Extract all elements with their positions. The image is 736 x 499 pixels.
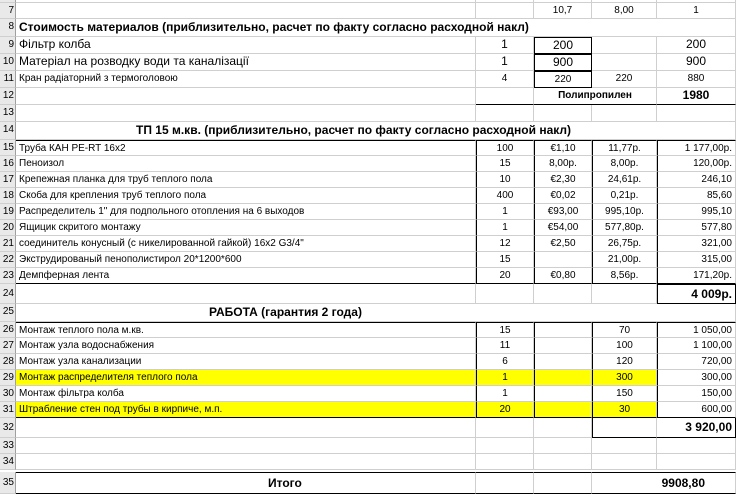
tp-title[interactable]: ТП 15 м.кв. (приблизительно, расчет по факту согласно расходной накл) bbox=[16, 122, 736, 140]
tp-grn[interactable]: 120,00р. bbox=[657, 156, 736, 172]
tp-evro[interactable]: €0,02 bbox=[534, 188, 592, 204]
row-number[interactable]: 21 bbox=[0, 236, 16, 252]
work-name[interactable]: Штрабление стен под трубы в кирпиче, м.п. bbox=[16, 402, 476, 418]
row-number[interactable]: 18 bbox=[0, 188, 16, 204]
tp-name[interactable]: Демпферная лента bbox=[16, 268, 476, 284]
tp-name[interactable]: Экструдированый пенополистирол 20*1200*600 bbox=[16, 252, 476, 268]
cell-name[interactable] bbox=[16, 418, 476, 438]
material-row[interactable] bbox=[0, 54, 736, 71]
cell-dollar[interactable] bbox=[592, 438, 657, 454]
tp-kurs[interactable]: 15 bbox=[476, 252, 534, 268]
work-evro[interactable] bbox=[534, 386, 592, 402]
cell-name[interactable] bbox=[16, 88, 476, 105]
row-number[interactable]: 24 bbox=[0, 284, 16, 304]
sheet-row-blank[interactable] bbox=[0, 454, 736, 470]
material-evro[interactable]: 900 bbox=[534, 54, 592, 71]
material-row[interactable] bbox=[0, 71, 736, 88]
row-number[interactable]: 26 bbox=[0, 322, 16, 338]
cell-dollar[interactable] bbox=[592, 418, 657, 438]
cell-grn[interactable] bbox=[657, 105, 736, 122]
cell-name[interactable] bbox=[16, 438, 476, 454]
material-kurs[interactable]: 1 bbox=[476, 54, 534, 71]
row-number[interactable]: 35 bbox=[0, 472, 16, 494]
sheet-row-blank[interactable] bbox=[0, 105, 736, 122]
tp-dollar[interactable]: 0,21р. bbox=[592, 188, 657, 204]
tp-dollar[interactable]: 8,00р. bbox=[592, 156, 657, 172]
work-dollar[interactable]: 70 bbox=[592, 322, 657, 338]
sheet-row-work-total[interactable] bbox=[0, 418, 736, 438]
sheet-row-work-title[interactable] bbox=[0, 304, 736, 322]
tp-name[interactable]: соединитель конусный (с никелированной гайкой) 16x2 G3/4" bbox=[16, 236, 476, 252]
work-kurs[interactable]: 20 bbox=[476, 402, 534, 418]
work-dollar[interactable]: 100 bbox=[592, 338, 657, 354]
tp-evro[interactable]: €1,10 bbox=[534, 140, 592, 156]
grand-total[interactable]: 9908,80 bbox=[592, 472, 736, 494]
tp-grn[interactable]: 995,10 bbox=[657, 204, 736, 220]
cell-kurs[interactable] bbox=[476, 454, 534, 470]
row-number[interactable]: 15 bbox=[0, 140, 16, 156]
sheet-row-blank[interactable] bbox=[0, 438, 736, 454]
row-number[interactable]: 10 bbox=[0, 54, 16, 71]
row-number[interactable]: 11 bbox=[0, 71, 16, 88]
row-number[interactable]: 12 bbox=[0, 88, 16, 105]
cell-name[interactable] bbox=[16, 284, 476, 304]
sheet-row-materials-subtotal[interactable] bbox=[0, 88, 736, 105]
tp-dollar[interactable]: 24,61р. bbox=[592, 172, 657, 188]
work-kurs[interactable]: 6 bbox=[476, 354, 534, 370]
work-dollar[interactable]: 150 bbox=[592, 386, 657, 402]
tp-name[interactable]: Ящицик скритого монтажу bbox=[16, 220, 476, 236]
tp-dollar[interactable]: 995,10р. bbox=[592, 204, 657, 220]
sheet-row-tp-total[interactable] bbox=[0, 284, 736, 304]
tp-dollar[interactable]: 8,56р. bbox=[592, 268, 657, 284]
work-evro[interactable] bbox=[534, 322, 592, 338]
sheet-row-rates[interactable] bbox=[0, 3, 736, 19]
row-number[interactable]: 8 bbox=[0, 19, 16, 37]
tp-evro[interactable]: €2,50 bbox=[534, 236, 592, 252]
tp-dollar[interactable]: 21,00р. bbox=[592, 252, 657, 268]
cell-name[interactable] bbox=[16, 454, 476, 470]
material-dollar[interactable] bbox=[592, 37, 657, 54]
cell-evro[interactable] bbox=[534, 284, 592, 304]
material-name[interactable]: Кран радіаторний з термоголовою bbox=[16, 71, 476, 88]
cell-kurs[interactable] bbox=[476, 284, 534, 304]
tp-row[interactable] bbox=[0, 172, 736, 188]
work-evro[interactable] bbox=[534, 338, 592, 354]
work-name[interactable]: Монтаж фільтра колба bbox=[16, 386, 476, 402]
row-number[interactable]: 22 bbox=[0, 252, 16, 268]
tp-row[interactable] bbox=[0, 220, 736, 236]
tp-kurs[interactable]: 100 bbox=[476, 140, 534, 156]
material-dollar[interactable] bbox=[592, 54, 657, 71]
row-number[interactable]: 19 bbox=[0, 204, 16, 220]
tp-row[interactable] bbox=[0, 252, 736, 268]
work-row[interactable] bbox=[0, 354, 736, 370]
rate-evro[interactable]: 10,7 bbox=[534, 3, 592, 19]
work-name[interactable]: Монтаж узла водоснабжения bbox=[16, 338, 476, 354]
work-title[interactable]: РАБОТА (гарантия 2 года) bbox=[16, 304, 736, 322]
cell-dollar[interactable] bbox=[592, 105, 657, 122]
row-number[interactable]: 34 bbox=[0, 454, 16, 470]
material-evro[interactable]: 220 bbox=[534, 71, 592, 88]
row-number[interactable]: 30 bbox=[0, 386, 16, 402]
tp-name[interactable]: Распределитель 1" для подпольного отопления на 6 выходов bbox=[16, 204, 476, 220]
tp-grn[interactable]: 321,00 bbox=[657, 236, 736, 252]
sheet-row-tp-title[interactable] bbox=[0, 122, 736, 140]
material-name[interactable]: Фільтр колба bbox=[16, 37, 476, 54]
rate-grn[interactable]: 1 bbox=[657, 3, 736, 19]
work-grn[interactable]: 1 050,00 bbox=[657, 322, 736, 338]
tp-row[interactable] bbox=[0, 236, 736, 252]
work-total[interactable]: 3 920,00 bbox=[657, 418, 736, 438]
tp-kurs[interactable]: 1 bbox=[476, 220, 534, 236]
row-number[interactable]: 27 bbox=[0, 338, 16, 354]
cell-grn[interactable] bbox=[657, 454, 736, 470]
row-number[interactable]: 33 bbox=[0, 438, 16, 454]
material-kurs[interactable]: 1 bbox=[476, 37, 534, 54]
work-kurs[interactable]: 1 bbox=[476, 386, 534, 402]
tp-name[interactable]: Скоба для крепления труб теплого пола bbox=[16, 188, 476, 204]
cell-evro[interactable] bbox=[534, 472, 592, 494]
tp-row[interactable] bbox=[0, 204, 736, 220]
tp-kurs[interactable]: 15 bbox=[476, 156, 534, 172]
tp-evro[interactable] bbox=[534, 252, 592, 268]
row-number[interactable]: 23 bbox=[0, 268, 16, 284]
tp-grn[interactable]: 577,80 bbox=[657, 220, 736, 236]
cell-evro[interactable] bbox=[534, 105, 592, 122]
work-dollar[interactable]: 30 bbox=[592, 402, 657, 418]
tp-dollar[interactable]: 11,77р. bbox=[592, 140, 657, 156]
rate-dollar[interactable]: 8,00 bbox=[592, 3, 657, 19]
cell-kurs[interactable] bbox=[476, 105, 534, 122]
tp-total[interactable]: 4 009р. bbox=[657, 284, 736, 304]
row-number[interactable]: 25 bbox=[0, 304, 16, 322]
work-kurs[interactable]: 11 bbox=[476, 338, 534, 354]
row-number[interactable]: 13 bbox=[0, 105, 16, 122]
row-number[interactable]: 20 bbox=[0, 220, 16, 236]
row-number[interactable]: 31 bbox=[0, 402, 16, 418]
tp-evro[interactable]: 8,00р. bbox=[534, 156, 592, 172]
tp-name[interactable]: Труба КАН PE-RT 16x2 bbox=[16, 140, 476, 156]
material-evro[interactable]: 200 bbox=[534, 37, 592, 54]
tp-name[interactable]: Пеноизол bbox=[16, 156, 476, 172]
sheet-row-grand-total[interactable] bbox=[0, 472, 736, 494]
material-grn[interactable]: 880 bbox=[657, 71, 736, 88]
material-grn[interactable]: 900 bbox=[657, 54, 736, 71]
work-grn[interactable]: 720,00 bbox=[657, 354, 736, 370]
cell-evro[interactable] bbox=[534, 454, 592, 470]
tp-grn[interactable]: 85,60 bbox=[657, 188, 736, 204]
materials-title[interactable]: Стоимость материалов (приблизительно, расчет по факту согласно расходной накл) bbox=[16, 19, 736, 37]
tp-grn[interactable]: 1 177,00р. bbox=[657, 140, 736, 156]
tp-evro[interactable]: €2,30 bbox=[534, 172, 592, 188]
tp-grn[interactable]: 315,00 bbox=[657, 252, 736, 268]
work-grn[interactable]: 600,00 bbox=[657, 402, 736, 418]
work-evro[interactable] bbox=[534, 402, 592, 418]
cell-dollar[interactable] bbox=[592, 454, 657, 470]
material-grn[interactable]: 200 bbox=[657, 37, 736, 54]
material-dollar[interactable]: 220 bbox=[592, 71, 657, 88]
work-kurs[interactable]: 15 bbox=[476, 322, 534, 338]
work-kurs[interactable]: 1 bbox=[476, 370, 534, 386]
row-number[interactable]: 17 bbox=[0, 172, 16, 188]
row-number[interactable]: 9 bbox=[0, 37, 16, 54]
work-dollar[interactable]: 300 bbox=[592, 370, 657, 386]
row-number[interactable]: 28 bbox=[0, 354, 16, 370]
subtotal-value[interactable]: 1980 bbox=[657, 88, 736, 105]
tp-kurs[interactable]: 400 bbox=[476, 188, 534, 204]
work-row[interactable] bbox=[0, 322, 736, 338]
work-name[interactable]: Монтаж узла канализации bbox=[16, 354, 476, 370]
row-number[interactable]: 29 bbox=[0, 370, 16, 386]
material-name[interactable]: Матеріал на розводку води та каналізації bbox=[16, 54, 476, 71]
tp-evro[interactable]: €54,00 bbox=[534, 220, 592, 236]
work-dollar[interactable]: 120 bbox=[592, 354, 657, 370]
tp-kurs[interactable]: 20 bbox=[476, 268, 534, 284]
cell-kurs[interactable] bbox=[476, 438, 534, 454]
cell-evro[interactable] bbox=[534, 418, 592, 438]
tp-grn[interactable]: 246,10 bbox=[657, 172, 736, 188]
cell-kurs[interactable] bbox=[476, 88, 534, 105]
tp-dollar[interactable]: 26,75р. bbox=[592, 236, 657, 252]
row-number[interactable]: 16 bbox=[0, 156, 16, 172]
work-row[interactable] bbox=[0, 402, 736, 418]
cell-grn[interactable] bbox=[657, 438, 736, 454]
row-number[interactable]: 14 bbox=[0, 122, 16, 140]
row-number[interactable]: 7 bbox=[0, 3, 16, 19]
work-row[interactable] bbox=[0, 338, 736, 354]
tp-evro[interactable]: €0,80 bbox=[534, 268, 592, 284]
work-row[interactable] bbox=[0, 386, 736, 402]
cell-evro[interactable] bbox=[534, 438, 592, 454]
cell-name[interactable] bbox=[16, 3, 476, 19]
tp-row[interactable] bbox=[0, 156, 736, 172]
work-name[interactable]: Монтаж теплого пола м.кв. bbox=[16, 322, 476, 338]
tp-dollar[interactable]: 577,80р. bbox=[592, 220, 657, 236]
work-grn[interactable]: 150,00 bbox=[657, 386, 736, 402]
work-name[interactable]: Монтаж распределителя теплого пола bbox=[16, 370, 476, 386]
work-evro[interactable] bbox=[534, 370, 592, 386]
cell-name[interactable] bbox=[16, 105, 476, 122]
cell-kurs[interactable] bbox=[476, 3, 534, 19]
tp-kurs[interactable]: 1 bbox=[476, 204, 534, 220]
tp-name[interactable]: Крепежная планка для труб теплого пола bbox=[16, 172, 476, 188]
cell-dollar[interactable] bbox=[592, 284, 657, 304]
grand-label[interactable]: Итого bbox=[16, 472, 476, 494]
tp-kurs[interactable]: 10 bbox=[476, 172, 534, 188]
tp-grn[interactable]: 171,20р. bbox=[657, 268, 736, 284]
work-grn[interactable]: 1 100,00 bbox=[657, 338, 736, 354]
tp-row[interactable] bbox=[0, 188, 736, 204]
tp-row[interactable] bbox=[0, 268, 736, 284]
cell-kurs[interactable] bbox=[476, 418, 534, 438]
tp-kurs[interactable]: 12 bbox=[476, 236, 534, 252]
subtotal-label[interactable]: Полипропилен bbox=[534, 88, 657, 105]
work-grn[interactable]: 300,00 bbox=[657, 370, 736, 386]
tp-evro[interactable]: €93,00 bbox=[534, 204, 592, 220]
material-kurs[interactable]: 4 bbox=[476, 71, 534, 88]
tp-row[interactable] bbox=[0, 140, 736, 156]
cell-kurs[interactable] bbox=[476, 472, 534, 494]
row-number[interactable]: 32 bbox=[0, 418, 16, 438]
work-row[interactable] bbox=[0, 370, 736, 386]
work-evro[interactable] bbox=[534, 354, 592, 370]
sheet-row-materials-title[interactable] bbox=[0, 19, 736, 37]
material-row[interactable] bbox=[0, 37, 736, 54]
